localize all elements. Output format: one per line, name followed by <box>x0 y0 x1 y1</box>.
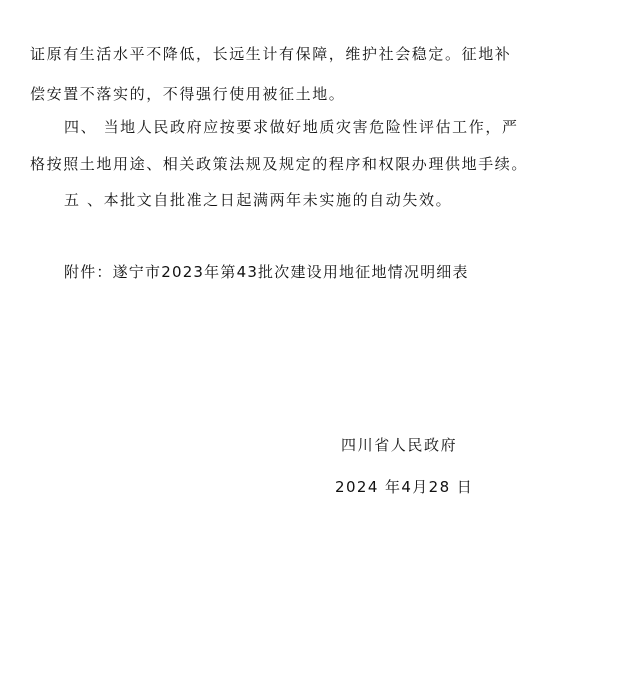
body-text-line: 证原有生活水平不降低，长远生计有保障，维护社会稳定。征地补 <box>30 45 512 63</box>
signature-organization: 四川省人民政府 <box>341 436 458 454</box>
body-text-line: 五 、本批文自批准之日起满两年未实施的自动失效。 <box>64 191 453 209</box>
body-text-line: 偿安置不落实的，不得强行使用被征土地。 <box>30 85 346 103</box>
body-text-line: 四、 当地人民政府应按要求做好地质灾害危险性评估工作，严 <box>64 118 519 136</box>
body-text-line: 格按照土地用途、相关政策法规及规定的程序和权限办理供地手续。 <box>30 155 529 173</box>
signature-date: 2024 年4月28 日 <box>335 478 474 496</box>
attachment-line: 附件：遂宁市2023年第43批次建设用地征地情况明细表 <box>64 263 469 281</box>
